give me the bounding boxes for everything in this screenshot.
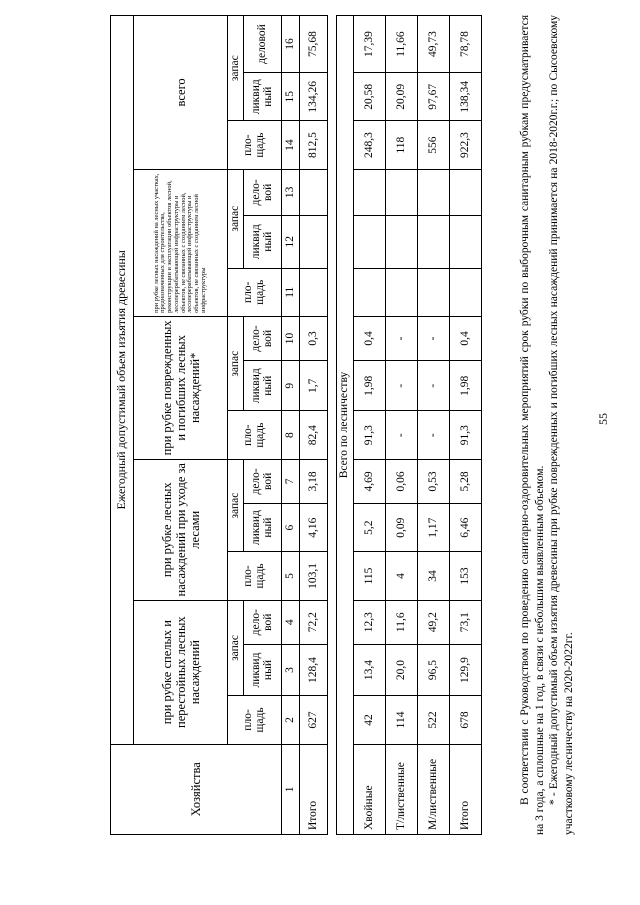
column-number: 13 [281,169,299,215]
column-number: 8 [281,411,299,459]
liquid-header: ликвид ный [243,644,281,696]
table-title: Ежегодный допустимый объем изъятия древесины [111,16,134,745]
table-cell [417,268,449,316]
table-row [385,16,417,835]
table-cell: 0,53 [417,459,449,503]
table-cell [353,268,385,316]
table-cell: - [385,411,417,459]
table-cell: 248,3 [353,121,385,169]
area-header: пло-щадь [228,411,282,459]
table-cell [417,216,449,269]
liquid-header: ликвид ный [243,216,281,269]
table-cell: 3,18 [299,459,327,503]
column-number: 6 [281,503,299,551]
table-cell [299,216,327,269]
table-cell [449,169,481,215]
column-number: 15 [281,73,299,121]
group-header-mature: при рубке спелых и перестойных лесных насаждений [134,600,228,744]
table-cell: 922,3 [449,121,481,169]
table-cell: 72,2 [299,600,327,644]
harvest-volume-table [110,15,482,835]
column-number: 5 [281,552,299,600]
table-cell: 20,09 [385,73,417,121]
column-number: 11 [281,268,299,316]
table-cell: 5,28 [449,459,481,503]
table-cell: 75,68 [299,16,327,73]
table-cell [353,216,385,269]
column-number: 9 [281,361,299,411]
row-label: Хвойные [353,744,385,834]
column-number: 7 [281,459,299,503]
table-cell [385,216,417,269]
liquid-header: ликвид ный [243,361,281,411]
stock-header: запас [228,169,244,268]
table-cell: - [417,316,449,360]
group-header-thinning: при рубке лесных насаждений при уходе за лесами [134,459,228,600]
table-cell: 96,5 [417,644,449,696]
table-cell [353,169,385,215]
table-cell: 812,5 [299,121,327,169]
table-cell: 1,17 [417,503,449,551]
section-row [336,16,353,835]
section-heading: Всего по лесничеству [336,16,353,835]
business-header: дело-вой [243,459,281,503]
table-cell: 556 [417,121,449,169]
business-header: дело-вой [243,600,281,644]
stock-header: запас [228,600,244,696]
table-cell: 522 [417,696,449,744]
column-number: 3 [281,644,299,696]
column-number: 4 [281,600,299,644]
notes-block [518,15,577,835]
table-cell [417,169,449,215]
table-cell: 5,2 [353,503,385,551]
table-cell: 0,09 [385,503,417,551]
table-cell: 82,4 [299,411,327,459]
table-cell: 678 [449,696,481,744]
table-cell: 78,78 [449,16,481,73]
table-row [417,16,449,835]
table-cell [299,268,327,316]
footnote: * - Ежегодный допустимый объем изъятия древесины при рубке поврежденных и погибших лесных насаждений принимается на 2018-2020г.г.; по Сысоевскому участковому лесничеству на 2020-2022гг. [548,15,576,835]
table-cell [449,216,481,269]
table-cell: 103,1 [299,552,327,600]
table-cell: 0,4 [449,316,481,360]
column-number: 14 [281,121,299,169]
table-cell: 129,9 [449,644,481,696]
area-header: пло-щадь [228,121,282,169]
table-row-itogo-top [299,16,327,835]
spacer-row [327,16,336,835]
table-cell: 13,4 [353,644,385,696]
business-header: деловой [243,16,281,73]
group-header-infrastructure: при рубке лесных насаждений на лесных участках, предназначенных для строительства, реконструкции и эксплуатации объектов лесной, лесоперерабатывающей инфраструктуры и объектов, не связанных с созданием лесной, лесоперерабатывающей инфраструктуры и объектов, не связанных с созданием лесной инфраструктуры [134,169,228,316]
table-cell: 91,3 [449,411,481,459]
stock-header: запас [228,316,244,411]
area-header: пло-щадь [228,268,282,316]
table-cell: - [417,361,449,411]
table-cell: 4,69 [353,459,385,503]
table-cell: 128,4 [299,644,327,696]
row-label: Итого [449,744,481,834]
table-cell: - [417,411,449,459]
table-cell: 91,3 [353,411,385,459]
column-number: 12 [281,216,299,269]
business-header: дело-вой [243,169,281,215]
col-header-hoz: Хозяйства [111,744,282,834]
table-cell: 20,58 [353,73,385,121]
table-cell: 0,06 [385,459,417,503]
table-cell: 11,66 [385,16,417,73]
note-paragraph: В соответствии с Руководством по проведению санитарно-оздоровительных мероприятий срок рубки по выборочным санитарным рубкам предусматривается на 3 года, а сплошные на 1 год, в связи с небольшим выявленным объемом. [519,15,546,835]
row-label: Итого [299,744,327,834]
area-header: пло-щадь [228,696,282,744]
table-cell: 115 [353,552,385,600]
table-cell: 138,34 [449,73,481,121]
table-cell: 0,4 [353,316,385,360]
row-label: Т/лиственные [385,744,417,834]
table-cell: 49,73 [417,16,449,73]
table-cell: 49,2 [417,600,449,644]
column-number-row [281,16,299,835]
table-cell: - [385,316,417,360]
table-cell: 1,98 [449,361,481,411]
table-cell: 6,46 [449,503,481,551]
column-number: 1 [281,744,299,834]
table-cell [299,169,327,215]
table-cell: 17,39 [353,16,385,73]
table-cell: 4,16 [299,503,327,551]
group-header-damaged: при рубке поврежденных и погибших лесных насаждений* [134,316,228,459]
table-cell: 153 [449,552,481,600]
table-cell [385,268,417,316]
business-header: дело-вой [243,316,281,360]
table-cell: 134,26 [299,73,327,121]
stock-header: запас [228,16,244,121]
table-row-itogo [449,16,481,835]
table-cell: 34 [417,552,449,600]
table-cell: 1,98 [353,361,385,411]
table-cell: 1,7 [299,361,327,411]
column-number: 2 [281,696,299,744]
table-cell: 11,6 [385,600,417,644]
table-cell: - [385,361,417,411]
liquid-header: ликвид ный [243,503,281,551]
liquid-header: ликвид ный [243,73,281,121]
area-header: пло-щадь [228,552,282,600]
table-cell: 73,1 [449,600,481,644]
table-cell: 12,3 [353,600,385,644]
table-cell: 97,67 [417,73,449,121]
table-cell [449,268,481,316]
group-header-total: всего [134,16,228,170]
table-cell: 114 [385,696,417,744]
row-label: М/лиственные [417,744,449,834]
page-number: 55 [596,413,610,425]
table-cell: 118 [385,121,417,169]
table-cell: 0,3 [299,316,327,360]
spacer-cell [327,16,336,835]
stock-header: запас [228,459,244,551]
table-cell [385,169,417,215]
table-cell: 20,0 [385,644,417,696]
table-cell: 4 [385,552,417,600]
table-cell: 627 [299,696,327,744]
column-number: 10 [281,316,299,360]
table-cell: 42 [353,696,385,744]
table-row [353,16,385,835]
column-number: 16 [281,16,299,73]
